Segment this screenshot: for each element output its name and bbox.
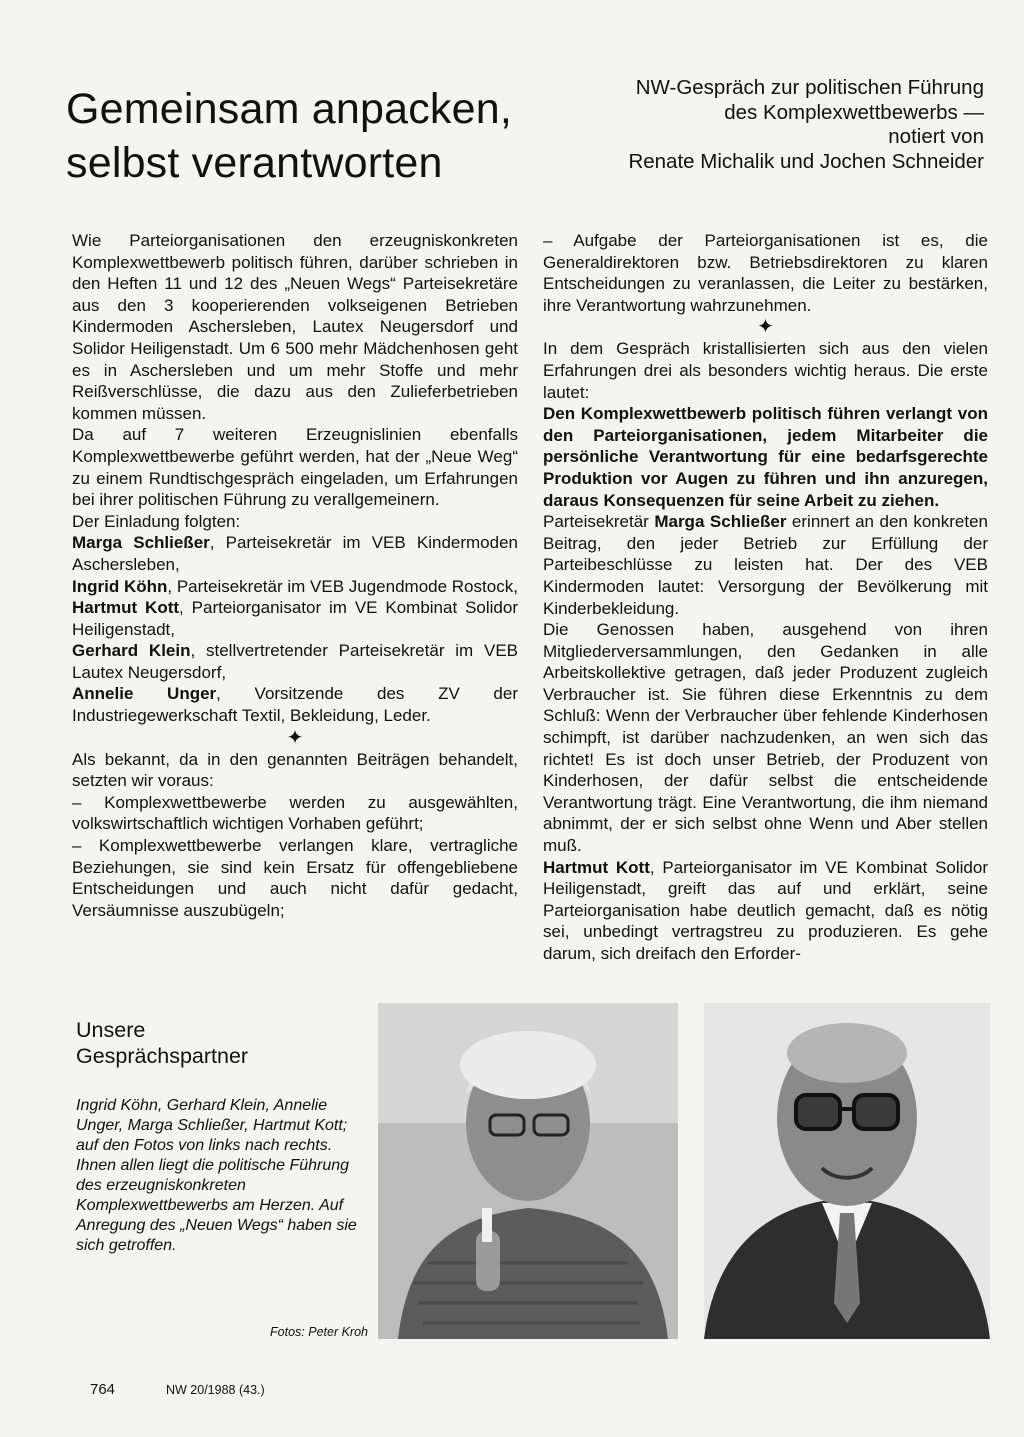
photo-woman-illustration (378, 1003, 678, 1339)
text-run: erinnert an den konkreten Beitrag, den jeder Betrieb zur Erfüllung der Parteibeschlüsse zu leisten hat. Der des VEB Kindermoden lautet: Versorgung der Bevölkerung mit Kinderbekleidung. (543, 512, 989, 618)
participant-role: , Parteisekretär im VEB Kindermoden Aschersleben, (72, 533, 518, 574)
bold-thesis: Den Komplexwettbewerb politisch führen verlangt von den Parteiorganisationen, jedem Mitarbeiter die persönliche Verantwortung für eine bedarfsgerechte Produktion vor Augen zu führen und ihn anzuregen, daraus Konsequenzen für seine Arbeit zu ziehen. (543, 404, 988, 510)
photo-caption: Ingrid Köhn, Gerhard Klein, Annelie Unger, Marga Schließer, Hartmut Kott; auf den Fotos von links nach rechts. Ihnen allen liegt die politische Führung des erzeugniskonkreten Komplexwettbewerbs am Herzen. Auf Anregung des „Neuen Wegs“ haben sie sich getroffen. (76, 1097, 357, 1254)
invitation-line: Der Einladung folgten: (72, 511, 241, 531)
headline-line-2: selbst verantworten (66, 139, 443, 187)
sidebar-title-line-2: Gesprächspartner (76, 1044, 249, 1068)
headline-line-1: Gemeinsam anpacken, (66, 85, 512, 133)
participant-role: , stellvertretender Parteisekretär im VEB Lautex Neugersdorf, (72, 641, 518, 682)
participant-name: Gerhard Klein (72, 641, 191, 661)
intro-paragraph-2: Da auf 7 weiteren Erzeugnislinien ebenfalls Komplexwettbewerbe geführt werden, hat der „Neue Weg“ zu einem Rundtischgespräch eingeladen, um Erfahrungen bei ihrer politischen Führung zu verallgemeinern. (72, 425, 518, 510)
photo-credit: Fotos: Peter Kroh (270, 1325, 368, 1339)
paragraph-genossen: Die Genossen haben, ausgehend von ihren Mitgliederversammlungen, den Gedanken in alle Arbeitskollektive getragen, daß jeder Produzent zugleich Verbraucher ist. Sie führen diese Erkenntnis zu dem Schluß: Wenn der Verbraucher über fehlende Kinderhosen schimpft, ist darüber nachzudenken, an wen sich das richtet! Es ist doch unser Betrieb, der Produzent von Kinderhosen, der dafür selbst die entscheidende Verantwortung trägt. Eine Verantwortung, die ihm niemand abnimmt, der er sich selbst ohne Wenn und Aber stellen muß. (543, 620, 988, 856)
deck-subtitle (524, 76, 984, 174)
list-item: – Komplexwettbewerbe werden zu ausgewählten, volkswirtschaftlich wichtigen Vorhaben geführt; (72, 792, 518, 834)
participant-name: Marga Schließer (72, 533, 210, 553)
page-number: 764 (90, 1381, 116, 1398)
deck-line-1: NW-Gespräch zur politischen Führung (635, 76, 984, 99)
paragraph-schliesser (543, 511, 988, 619)
intro-paragraph-1: Wie Parteiorganisationen den erzeugniskonkreten Komplexwettbewerb politisch führen, darüber schrieben in den Heften 11 und 12 des „Neuen Wegs“ Parteisekretäre aus den 3 kooperierenden volkseigenen Betrieben Kindermoden Aschersleben, Lautex Neugersdorf und Solidor Heiligenstadt. Um 6 500 mehr Mädchenhosen geht es in Aschersleben und um mehr Stoffe und mehr Reißverschlüsse, die dazu aus den Zulieferbetrieben kommen müssen. (72, 231, 518, 423)
findings-intro: In dem Gespräch kristallisierten sich aus den vielen Erfahrungen drei als besonders wichtig heraus. Die erste lautet: (543, 339, 988, 402)
deck-line-3: notiert von (888, 125, 984, 148)
participant-name: Annelie Unger (72, 684, 217, 704)
participant-role: , Parteiorganisator im VE Kombinat Solidor Heiligenstadt, (72, 598, 518, 639)
deck-line-2: des Komplexwettbewerbs — (724, 100, 984, 124)
section-separator-icon: ✦ (286, 726, 304, 749)
participant-role: , Parteisekretär im VEB Jugendmode Rostock, (167, 576, 518, 596)
deck-line-4: Renate Michalik und Jochen Schneider (628, 149, 984, 173)
text-run: , Parteiorganisator im VE Kombinat Solidor Heiligenstadt, greift das auf und erklärt, seine Parteiorganisation habe deutlich gemacht, daß es nötig sei, unbedingt vertragstreu zu produzieren. Es gehe darum, sich dreifach den Erforder- (543, 857, 988, 963)
issue-reference: NW 20/1988 (43.) (166, 1383, 265, 1397)
photo-man-illustration (704, 1003, 990, 1339)
participant-5 (72, 683, 518, 726)
headline (66, 82, 566, 190)
section-separator-icon: ✦ (757, 316, 774, 339)
photo-woman-portrait (378, 1003, 678, 1339)
text-run: Parteisekretär (543, 512, 655, 532)
photo-man-portrait (704, 1003, 990, 1339)
paragraph-kott (543, 857, 988, 965)
person-name: Marga Schließer (654, 512, 787, 532)
list-item: – Komplexwettbewerbe verlangen klare, vertragliche Beziehungen, sie sind kein Ersatz für offengebliebene Entscheidungen und auch nicht dafür gedacht, Versäumnisse auszubügeln; (72, 836, 518, 920)
participant-name: Ingrid Köhn (72, 576, 168, 596)
participant-name: Hartmut Kott (72, 598, 180, 618)
participant-2 (72, 576, 518, 598)
participant-role: , Vorsitzende des ZV der Industriegewerkschaft Textil, Bekleidung, Leder. (72, 684, 519, 726)
assumptions-list (72, 792, 518, 922)
assumptions-intro: Als bekannt, da in den genannten Beiträgen behandelt, setzten wir voraus: (72, 749, 518, 791)
sidebar-title (76, 1017, 366, 1069)
list-item: – Aufgabe der Parteiorganisationen ist es, die Generaldirektoren bzw. Betriebsdirektoren zu klaren Entscheidungen zu veranlassen, die Leiter zu bestärken, ihre Verantwortung wahrzunehmen. (543, 231, 988, 315)
participant-3 (72, 597, 518, 640)
right-column (543, 230, 988, 965)
participant-4 (72, 640, 518, 683)
person-name: Hartmut Kott (543, 857, 650, 877)
participant-1 (72, 532, 518, 575)
sidebar-title-line-1: Unsere (76, 1018, 146, 1042)
left-column (72, 230, 518, 921)
